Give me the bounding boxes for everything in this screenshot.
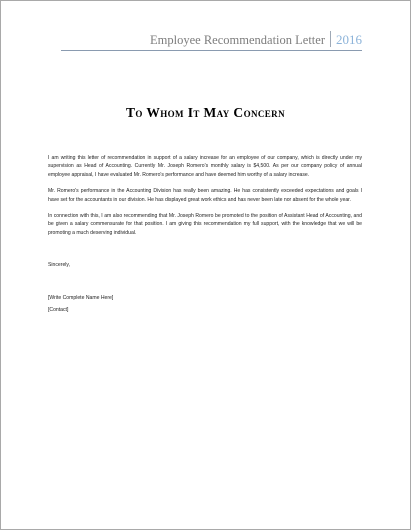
letter-heading: To Whom It May Concern	[126, 105, 285, 120]
signature-name-placeholder: [Write Complete Name Here]	[48, 294, 114, 301]
header-year: 2016	[336, 32, 362, 47]
header-separator	[330, 31, 331, 47]
letter-paragraph-1: I am writing this letter of recommendation in support of a salary increase for an employee of our company, which is directly under my supervision as Head of Accounting. Currently Mr. Joseph Romero's monthly salary is $4,500. As per our company policy of annual employee appraisal, I have evaluated Mr. Romero's performance and have deemed him worthy of a salary increase.	[48, 155, 362, 178]
page-header	[61, 25, 362, 51]
header-title: Employee Recommendation Letter	[150, 33, 325, 47]
letter-paragraph-2: Mr. Romero's performance in the Accounting Division has really been amazing. He has consistently exceeded expectations and goals I have set for the accountants in our division. He has displayed great work ethics and has never been late nor absent for the whole year.	[48, 188, 362, 203]
letter-closing: Sincerely,	[48, 262, 70, 269]
contact-placeholder: [Contact]	[48, 307, 69, 314]
letter-body	[48, 154, 362, 314]
letter-paragraph-3: In connection with this, I am also recommending that Mr. Joseph Romero be promoted to the position of Assistant Head of Accounting, and be given a salary commensurate for that position. I am giving this recommendation my full support, with the knowledge that we will be promoting a much deserving individual.	[48, 213, 362, 236]
